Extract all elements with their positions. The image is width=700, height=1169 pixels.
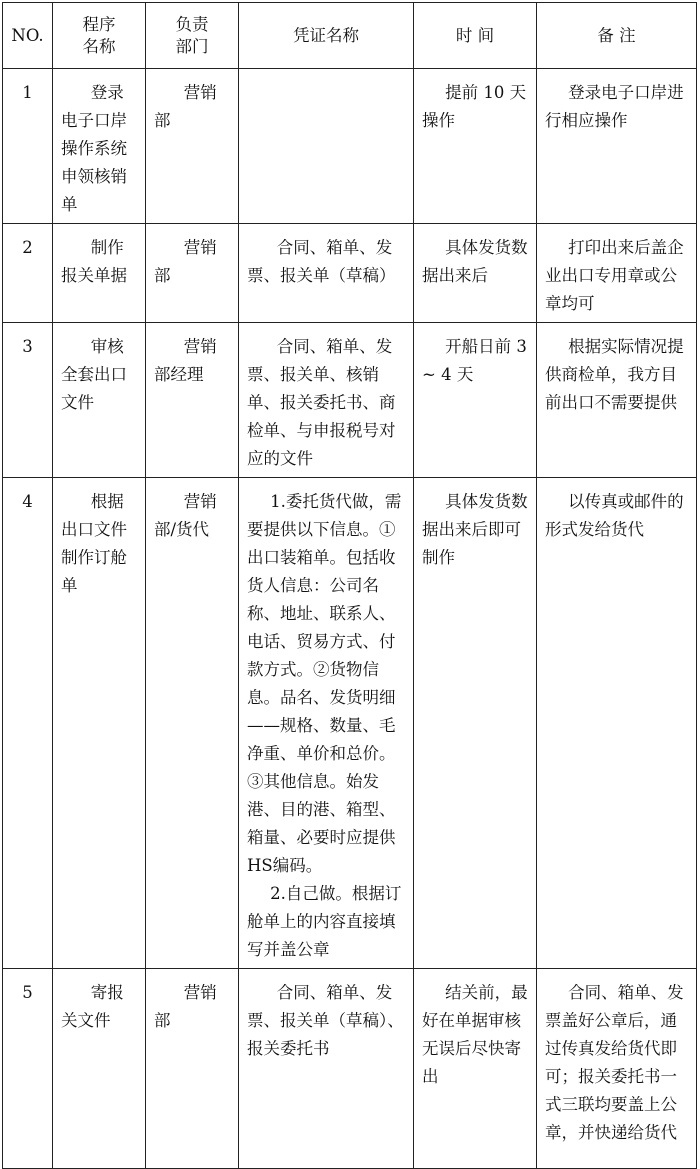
procedure-cell: 审核全套出口文件 xyxy=(53,323,146,478)
time-cell: 结关前，最好在单据审核无误后尽快寄出 xyxy=(414,969,537,1169)
header-row xyxy=(3,3,697,69)
row-number: 3 xyxy=(3,323,53,478)
voucher-cell xyxy=(239,478,414,969)
time-cell: 具体发货数据出来后 xyxy=(414,224,537,323)
time-cell: 提前 10 天操作 xyxy=(414,69,537,224)
procedure-cell: 根据出口文件制作订舱单 xyxy=(53,478,146,969)
table-row xyxy=(3,69,697,224)
table-row xyxy=(3,478,697,969)
procedure-cell: 登录电子口岸操作系统申领核销单 xyxy=(53,69,146,224)
note-cell: 以传真或邮件的形式发给货代 xyxy=(537,478,697,969)
voucher-cell: 合同、箱单、发票、报关单、核销单、报关委托书、商检单、与申报税号对应的文件 xyxy=(239,323,414,478)
note-cell: 根据实际情况提供商检单，我方目前出口不需要提供 xyxy=(537,323,697,478)
voucher-item-2: 2.自己做。根据订舱单上的内容直接填写并盖公章 xyxy=(247,884,402,959)
table-row xyxy=(3,969,697,1169)
header-voucher: 凭证名称 xyxy=(239,3,414,69)
dept-cell: 营销部 xyxy=(146,224,239,323)
note-cell: 合同、箱单、发票盖好公章后，通过传真发给货代即可；报关委托书一式三联均要盖上公章，并快递给货代 xyxy=(537,969,697,1169)
procedure-cell: 寄报关文件 xyxy=(53,969,146,1169)
table-row xyxy=(3,323,697,478)
time-cell: 具体发货数据出来后即可制作 xyxy=(414,478,537,969)
dept-cell: 营销部/货代 xyxy=(146,478,239,969)
dept-cell: 营销部 xyxy=(146,969,239,1169)
table-row xyxy=(3,224,697,323)
voucher-item-1: 1.委托货代做，需要提供以下信息。①出口装箱单。包括收货人信息：公司名称、地址、联系人、电话、贸易方式、付款方式。②货物信息。品名、发货明细——规格、数量、毛净重、单价和总价。③其他信息。始发港、目的港、箱型、箱量、必要时应提供HS编码。 xyxy=(247,492,402,875)
header-no: NO. xyxy=(3,3,53,69)
note-cell: 打印出来后盖企业出口专用章或公章均可 xyxy=(537,224,697,323)
voucher-cell: 合同、箱单、发票、报关单（草稿）、报关委托书 xyxy=(239,969,414,1169)
note-cell: 登录电子口岸进行相应操作 xyxy=(537,69,697,224)
header-dept: 负责 部门 xyxy=(146,3,239,69)
voucher-cell xyxy=(239,69,414,224)
voucher-cell: 合同、箱单、发票、报关单（草稿） xyxy=(239,224,414,323)
row-number: 4 xyxy=(3,478,53,969)
dept-cell: 营销部经理 xyxy=(146,323,239,478)
header-procedure: 程序 名称 xyxy=(53,3,146,69)
dept-cell: 营销部 xyxy=(146,69,239,224)
export-procedure-table xyxy=(2,2,697,1169)
header-time: 时 间 xyxy=(414,3,537,69)
time-cell: 开船日前 3 ~ 4 天 xyxy=(414,323,537,478)
row-number: 1 xyxy=(3,69,53,224)
row-number: 2 xyxy=(3,224,53,323)
row-number: 5 xyxy=(3,969,53,1169)
procedure-cell: 制作报关单据 xyxy=(53,224,146,323)
header-note: 备 注 xyxy=(537,3,697,69)
